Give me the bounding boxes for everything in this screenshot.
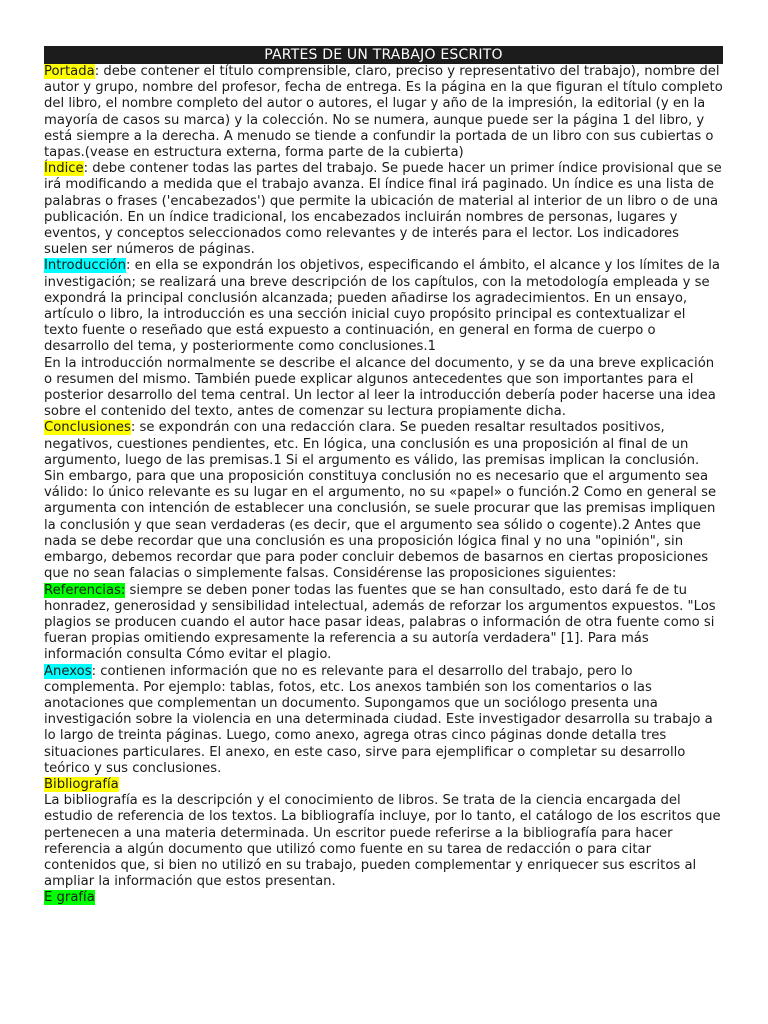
conclusiones-paragraph: [44, 420, 723, 582]
portada-heading: Portada: [44, 64, 95, 79]
document-page: [44, 46, 723, 907]
indice-text: : debe contener todas las partes del trabajo. Se puede hacer un primer índice provisional que se irá modificando a medida que el trabajo avanza. El índice final irá paginado. Un índice es una lista de palabras o frases ('encabezados') que permite la ubicación de material al interior de un libro o de una publicación. En un índice tradicional, los encabezados incluirán nombres de personas, lugares y eventos, y conceptos seleccionados como relevantes y de interés para el lector. Los indicadores suelen ser números de páginas.: [44, 161, 722, 258]
bibliografia-heading: Bibliografía: [44, 776, 119, 792]
egrafia-heading-line: [44, 890, 723, 906]
introduccion-paragraph-2: En la introducción normalmente se describe el alcance del documento, y se da una breve explicación o resumen del mismo. También puede explicar algunos antecedentes que son importantes para el posterior desarrollo del tema central. Un lector al leer la introducción debería poder hacerse una idea sobre el contenido del texto, antes de comenzar su lectura propiamente dicha.: [44, 355, 716, 420]
referencias-text: siempre se deben poner todas las fuentes que se han consultado, esto dará fe de tu honradez, generosidad y sensibilidad intelectual, además de reforzar los argumentos expuestos. "Los plagios se producen cuando el autor hace pasar ideas, palabras o información de otra fuente como si fueran propias omitiendo expresamente la referencia a su autoría verdadera" [1]. Para más información consulta Cómo evitar el plagio.: [44, 582, 716, 663]
indice-paragraph: [44, 161, 723, 258]
portada-paragraph: [44, 64, 723, 161]
bibliografia-paragraph: La bibliografía es la descripción y el conocimiento de libros. Se trata de la ciencia encargada del estudio de referencia de los textos. La bibliografía incluye, por lo tanto, el catálogo de los escritos que pertenecen a una materia determinada. Un escritor puede referirse a la bibliografía para hacer referencia a algún documento que utilizó como fuente en su tarea de redacción o para citar contenidos que, si bien no utilizó en su trabajo, pueden complementar y enriquecer sus escritos al ampliar la información que estos presentan.: [44, 793, 721, 890]
egrafia-heading: E grafía: [44, 890, 95, 906]
document-title: PARTES DE UN TRABAJO ESCRITO: [44, 46, 723, 64]
bibliografia-heading-line: [44, 777, 723, 793]
introduccion-heading: Introducción: [44, 258, 126, 274]
introduccion-text: : en ella se expondrán los objetivos, especificando el ámbito, el alcance y los límites de la investigación; se realizará una breve descripción de los capítulos, con la metodología empleada y se expondrá la principal conclusión alcanzada; pueden añadirse los agradecimientos. En un ensayo, artículo o libro, la introducción es una sección inicial cuyo propósito principal es contextualizar el texto fuente o reseñado que está expuesto a continuación, en general en forma de cuerpo o desarrollo del tema, y posteriormente como conclusiones.1: [44, 258, 720, 355]
referencias-heading: Referencias:: [44, 582, 126, 598]
portada-text: : debe contener el título comprensible, claro, preciso y representativo del trabajo), nombre del autor y grupo, nombre del profesor, fecha de entrega. Es la página en la que figuran el título completo del libro, el nombre completo del autor o autores, el lugar y año de la impresión, la editorial (y en la mayoría de casos su marca) y la colección. No se numera, aunque puede ser la página 1 del libro, y está siempre a la derecha. A menudo se tiende a confundir la portada de un libro con sus cubiertas o tapas.(vease en estructura externa, forma parte de la cubierta): [44, 64, 723, 161]
referencias-paragraph: [44, 583, 723, 664]
introduccion-paragraph: [44, 258, 723, 355]
anexos-paragraph: [44, 664, 723, 777]
anexos-heading: Anexos: [44, 663, 92, 679]
indice-heading: Índice: [44, 161, 84, 177]
conclusiones-text: : se expondrán con una redacción clara. Se pueden resaltar resultados positivos, negativos, cuestiones pendientes, etc. En lógica, una conclusión es una proposición al final de un argumento, luego de las premisas.1 Si el argumento es válido, las premisas implican la conclusión. Sin embargo, para que una proposición constituya conclusión no es necesario que el argumento sea válido: lo único relevante es su lugar en el argumento, no su «papel» o función.2 Como en general se argumenta con intención de establecer una conclusión, se suele procurar que las premisas impliquen la conclusión y que sean verdaderas (es decir, que el argumento sea sólido o cogente).2 Antes que nada se debe recordar que una conclusión es una proposición lógica final y no una "opinión", sin embargo, debemos recordar que para poder concluir debemos de basarnos en ciertas proposiciones que no sean falacias o simplemente falsas. Considérense las proposiciones siguientes:: [44, 420, 717, 582]
anexos-text: : contienen información que no es relevante para el desarrollo del trabajo, pero lo complementa. Por ejemplo: tablas, fotos, etc. Los anexos también son los comentarios o las anotaciones que complementan un documento. Supongamos que un sociólogo presenta una investigación sobre la violencia en una determinada ciudad. Este investigador desarrolla su trabajo a lo largo de treinta páginas. Luego, como anexo, agrega otras cinco páginas donde detalla tres situaciones particulares. El anexo, en este caso, sirve para ejemplificar o completar su desarrollo teórico y sus conclusiones.: [44, 663, 713, 776]
conclusiones-heading: Conclusiones: [44, 420, 131, 436]
